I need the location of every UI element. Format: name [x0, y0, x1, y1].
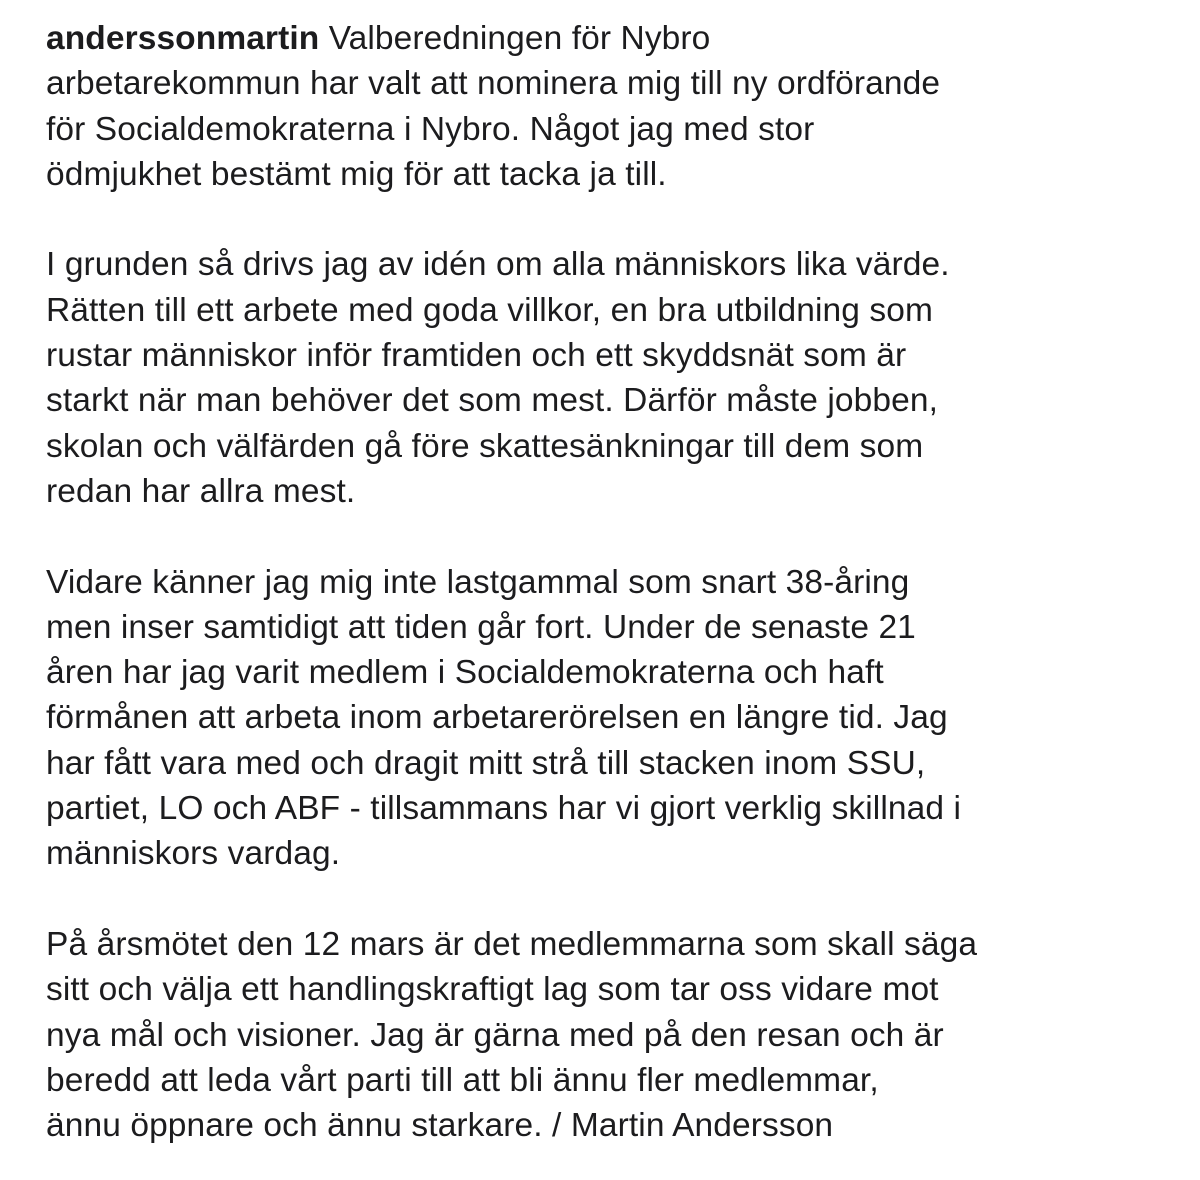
caption-line: På årsmötet den 12 mars är det medlemmarna som skall säga — [46, 925, 978, 963]
caption-line: rustar människor inför framtiden och ett skyddsnät som är — [46, 337, 907, 375]
caption-line: partiet, LO och ABF - tillsammans har vi gjort verklig skillnad i — [46, 790, 962, 828]
post-caption — [46, 16, 1176, 1148]
caption-paragraph — [46, 922, 1176, 1148]
caption-line: ännu öppnare och ännu starkare. / Martin Andersson — [46, 1107, 834, 1145]
caption-line: människors vardag. — [46, 835, 341, 873]
caption-line: sitt och välja ett handlingskraftigt lag som tar oss vidare mot — [46, 971, 939, 1009]
caption-line: förmånen att arbeta inom arbetarerörelsen en längre tid. Jag — [46, 699, 948, 737]
caption-line: starkt när man behöver det som mest. Därför måste jobben, — [46, 382, 938, 420]
caption-paragraph — [46, 560, 1176, 877]
caption-line: har fått vara med och dragit mitt strå till stacken inom SSU, — [46, 744, 926, 782]
caption-text: Valberedningen för Nybro — [319, 20, 711, 57]
caption-line: beredd att leda vårt parti till att bli ännu fler medlemmar, — [46, 1061, 879, 1099]
caption-line: arbetarekommun har valt att nominera mig till ny ordförande — [46, 65, 941, 103]
caption-line: ödmjukhet bestämt mig för att tacka ja till. — [46, 155, 667, 193]
caption-line: skolan och välfärden gå före skattesänkningar till dem som — [46, 427, 924, 465]
caption-line: I grunden så drivs jag av idén om alla människors lika värde. — [46, 246, 950, 284]
caption-line: Rätten till ett arbete med goda villkor, en bra utbildning som — [46, 291, 933, 329]
caption-line: nya mål och visioner. Jag är gärna med på den resan och är — [46, 1016, 944, 1054]
caption-line: redan har allra mest. — [46, 472, 356, 510]
caption-line: åren har jag varit medlem i Socialdemokraterna och haft — [46, 654, 884, 692]
caption-line: för Socialdemokraterna i Nybro. Något jag med stor — [46, 110, 815, 148]
caption-paragraph — [46, 242, 1176, 514]
caption-paragraph — [46, 16, 1176, 197]
caption-line — [46, 16, 1176, 61]
caption-line: men inser samtidigt att tiden går fort. Under de senaste 21 — [46, 608, 916, 646]
username-link[interactable]: anderssonmartin — [46, 20, 320, 57]
caption-line: Vidare känner jag mig inte lastgammal som snart 38-åring — [46, 563, 910, 601]
